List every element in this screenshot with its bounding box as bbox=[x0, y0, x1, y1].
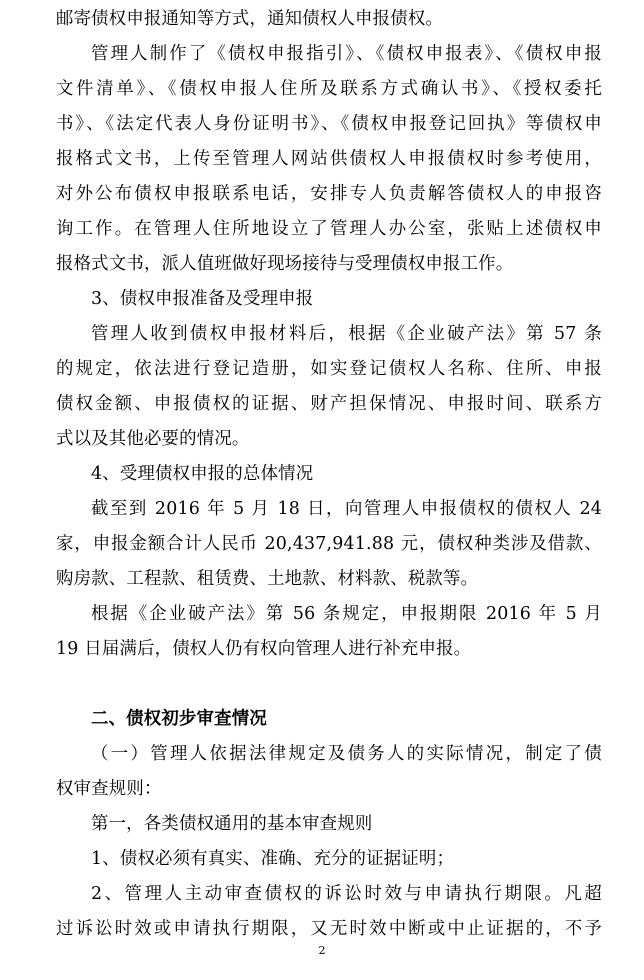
paragraph-line: 家，申报金额合计人民币 20,437,941.88 元，债权种类涉及借款、 bbox=[56, 534, 602, 554]
paragraph-line: 报格式文书，上传至管理人网站供债权人申报债权时参考使用， bbox=[56, 149, 602, 169]
paragraph-line: 第一，各类债权通用的基本审查规则 bbox=[91, 814, 373, 834]
paragraph-line: 根据《企业破产法》第 56 条规定，申报期限 2016 年 5 月 bbox=[91, 604, 602, 624]
section-subheading: 3、债权申报准备及受理申报 bbox=[91, 289, 314, 309]
paragraph-line: 管理人收到债权申报材料后，根据《企业破产法》第 57 条 bbox=[91, 324, 602, 344]
paragraph-line: 邮寄债权申报通知等方式，通知债权人申报债权。 bbox=[56, 9, 443, 29]
paragraph-line: 报格式文书，派人值班做好现场接待与受理债权申报工作。 bbox=[56, 254, 514, 274]
paragraph-line: 管理人制作了《债权申报指引》、《债权申报表》、《债权申报 bbox=[91, 44, 602, 64]
paragraph-line: 的规定，依法进行登记造册，如实登记债权人名称、住所、申报 bbox=[56, 359, 602, 379]
section-heading: 二、债权初步审查情况 bbox=[91, 709, 267, 729]
paragraph-line: 文件清单》、《债权申报人住所及联系方式确认书》、《授权委托 bbox=[56, 79, 602, 99]
paragraph-line: 19 日届满后，债权人仍有权向管理人进行补充申报。 bbox=[56, 639, 472, 659]
paragraph-line: 1、债权必须有真实、准确、充分的证据证明； bbox=[91, 849, 455, 869]
section-subheading: 4、受理债权申报的总体情况 bbox=[91, 464, 314, 484]
paragraph-line: 截至到 2016 年 5 月 18 日，向管理人申报债权的债权人 24 bbox=[91, 499, 602, 519]
paragraph-line: 过诉讼时效或申请执行期限，又无时效中断或中止证据的，不予 bbox=[56, 919, 602, 939]
paragraph-line: 购房款、工程款、租赁费、土地款、材料款、税款等。 bbox=[56, 569, 479, 589]
paragraph-line: 询工作。在管理人住所地设立了管理人办公室，张贴上述债权申 bbox=[56, 219, 602, 239]
paragraph-line: 权审查规则： bbox=[56, 779, 162, 799]
paragraph-line: 式以及其他必要的情况。 bbox=[56, 429, 250, 449]
paragraph-line: 2、管理人主动审查债权的诉讼时效与申请执行期限。凡超 bbox=[91, 884, 602, 904]
page-number: 2 bbox=[318, 944, 326, 957]
paragraph-line: （一）管理人依据法律规定及债务人的实际情况，制定了债 bbox=[91, 744, 602, 764]
paragraph-line: 对外公布债权申报联系电话，安排专人负责解答债权人的申报咨 bbox=[56, 184, 602, 204]
paragraph-line: 书》、《法定代表人身份证明书》、《债权申报登记回执》等债权申 bbox=[56, 114, 602, 134]
paragraph-line: 债权金额、申报债权的证据、财产担保情况、申报时间、联系方 bbox=[56, 394, 602, 414]
